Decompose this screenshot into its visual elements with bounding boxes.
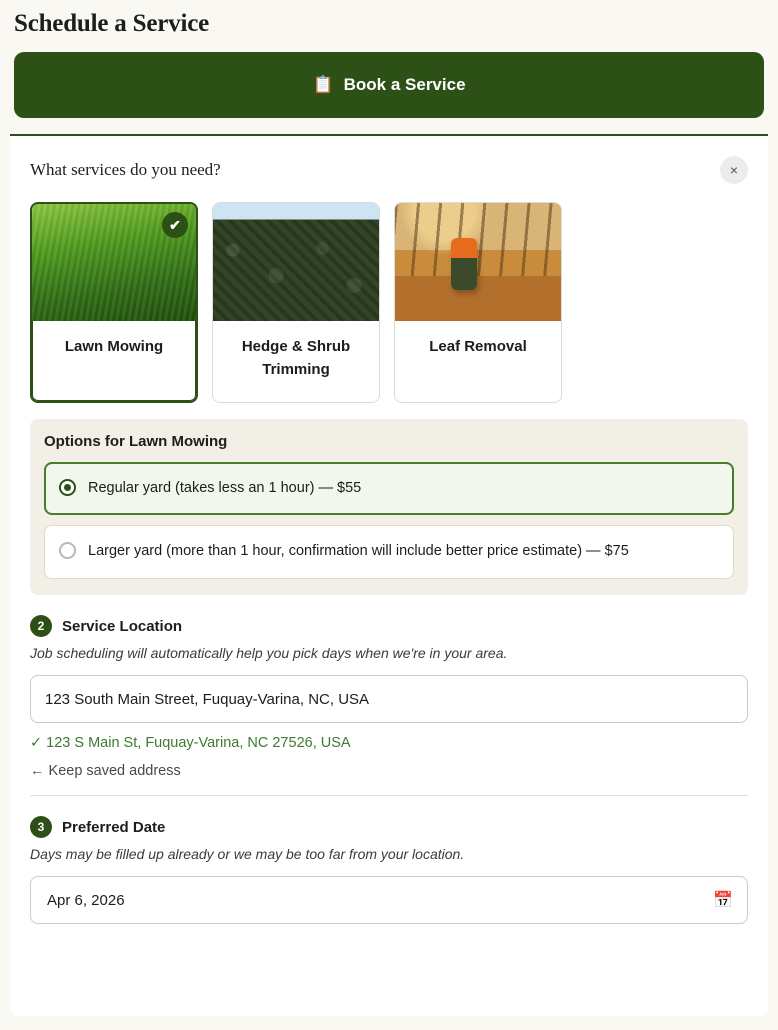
preferred-date-value: Apr 6, 2026 xyxy=(47,891,125,909)
service-location-note: Job scheduling will automatically help you pick days when we're in your area. xyxy=(30,645,508,662)
address-input[interactable] xyxy=(30,675,748,723)
service-card-label: Lawn Mowing xyxy=(64,338,164,355)
service-options-list xyxy=(10,184,768,403)
check-icon: ✔ xyxy=(162,212,188,238)
option-label: Larger yard (more than 1 hour, confirmation will include better price estimate) — $75 xyxy=(88,543,629,560)
service-card-hedge-trimming[interactable] xyxy=(212,202,380,403)
step-number-badge: 2 xyxy=(30,615,52,637)
book-a-service-button[interactable] xyxy=(14,52,764,118)
radio-icon xyxy=(59,479,76,496)
service-card-lawn-mowing[interactable] xyxy=(30,202,198,403)
step-number-badge: 3 xyxy=(30,816,52,838)
keep-saved-address-link[interactable]: ← Keep saved address xyxy=(30,763,181,780)
option-label: Regular yard (takes less an 1 hour) — $55 xyxy=(88,479,362,496)
service-card-label: Leaf Removal xyxy=(429,338,527,355)
lawn-mowing-thumbnail xyxy=(32,204,196,321)
step-title: Preferred Date xyxy=(62,818,166,836)
radio-icon xyxy=(59,542,76,559)
address-suggestion[interactable]: ✓ 123 S Main St, Fuquay-Varina, NC 27526, USA xyxy=(30,735,351,752)
options-panel-title: Options for Lawn Mowing xyxy=(44,432,228,450)
page-title: Schedule a Service xyxy=(14,10,209,37)
option-larger-yard[interactable] xyxy=(44,525,734,579)
calendar-icon[interactable]: 📅 xyxy=(713,892,733,910)
options-panel xyxy=(30,419,748,596)
preferred-date-heading xyxy=(10,796,768,838)
clipboard-icon: 📋 xyxy=(312,75,334,94)
service-prompt-row xyxy=(10,136,768,184)
service-card-label: Hedge & Shrub Trimming xyxy=(241,338,351,379)
option-regular-yard[interactable] xyxy=(44,462,734,516)
hedge-trimming-thumbnail xyxy=(213,203,379,321)
service-card-leaf-removal[interactable] xyxy=(394,202,562,403)
service-location-heading xyxy=(10,595,768,637)
preferred-date-note: Days may be filled up already or we may be too far from your location. xyxy=(30,846,465,863)
book-a-service-label: Book a Service xyxy=(343,75,466,94)
preferred-date-field[interactable] xyxy=(30,876,748,924)
close-icon[interactable]: × xyxy=(720,156,748,184)
step-title: Service Location xyxy=(62,617,183,635)
booking-card xyxy=(10,136,768,1016)
leaf-removal-thumbnail xyxy=(395,203,561,321)
service-prompt-label: What services do you need? xyxy=(30,160,221,179)
